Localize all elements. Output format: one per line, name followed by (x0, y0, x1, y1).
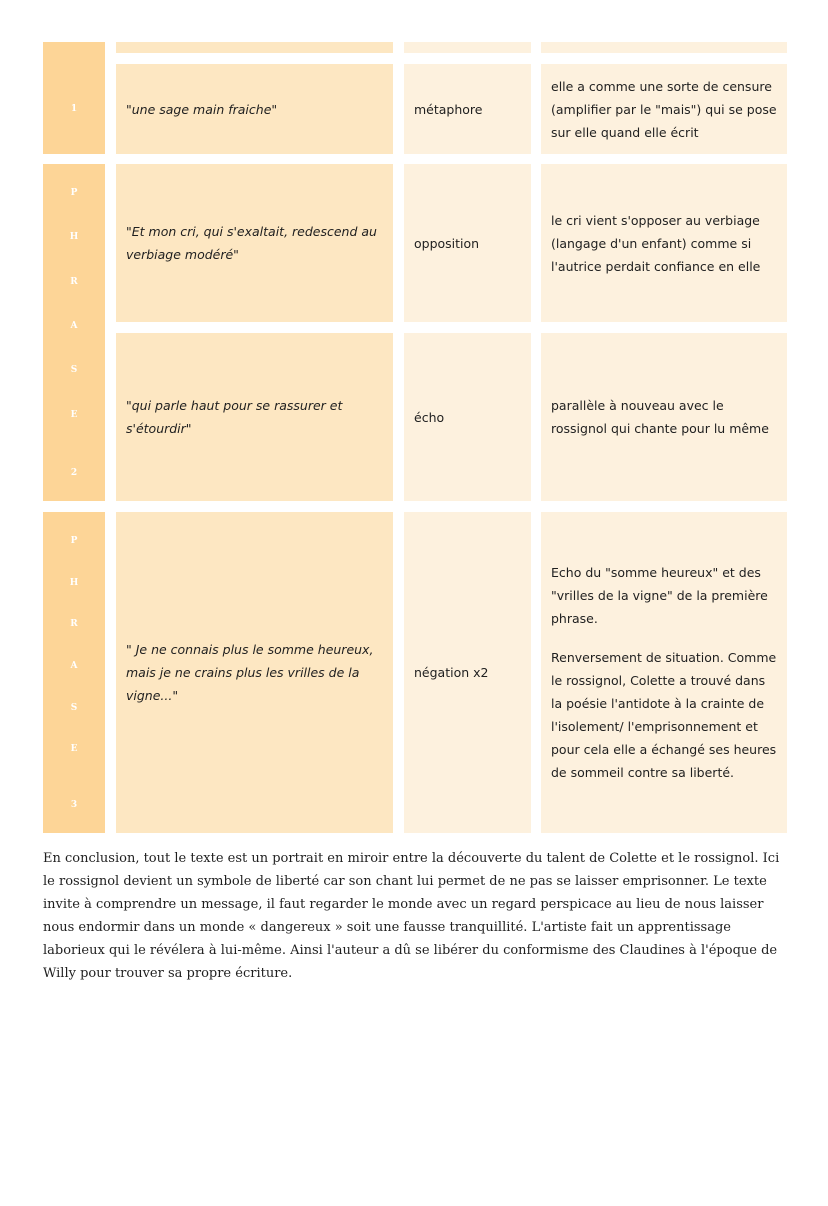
side-label-1 (43, 64, 105, 154)
figure-text: négation x2 (414, 665, 489, 680)
quote-text: "une sage main fraiche" (126, 101, 278, 117)
side-label-letter: A (70, 320, 78, 331)
figure-text: opposition (414, 235, 480, 251)
quote-text: "Et mon cri, qui s'exaltait, redescend au verbiage modéré" (126, 224, 377, 262)
side-label-phrase-3 (43, 512, 105, 833)
side-label-number: 3 (70, 799, 78, 810)
side-label-letter: R (70, 619, 78, 630)
figure-cell (404, 164, 531, 322)
quote-text: "qui parle haut pour se rassurer et s'étourdir" (126, 398, 343, 436)
quote-cell (116, 64, 393, 154)
side-label-letter: A (70, 660, 78, 671)
commentary-text: parallèle à nouveau avec le rossignol qui chante pour lu même (551, 398, 769, 436)
commentary-text: Echo du "somme heureux" et des "vrilles de la vigne" de la première phrase. (551, 565, 768, 626)
side-label-letter: S (70, 365, 78, 376)
side-label-phrase-2 (43, 164, 105, 501)
commentary-cell (541, 164, 787, 322)
side-label-number: 2 (70, 467, 78, 478)
side-label-letter: H (69, 577, 79, 588)
quote-cell (116, 333, 393, 501)
side-label-letter: P (70, 188, 78, 198)
figure-cell (404, 333, 531, 501)
quote-cell (116, 512, 393, 833)
side-label-letter: E (70, 744, 78, 755)
side-label-letter: P (70, 536, 78, 546)
side-label-letter: S (70, 702, 78, 713)
side-label-letter: R (70, 276, 78, 287)
side-label-number: 1 (70, 104, 78, 114)
quote-text: " Je ne connais plus le somme heureux, mais je ne crains plus les vrilles de la vigne..." (126, 642, 374, 703)
figure-cell (404, 512, 531, 833)
commentary-cell (541, 64, 787, 154)
commentary-cell (541, 333, 787, 501)
commentary-text: elle a comme une sorte de censure (amplifier par le "mais") qui se pose sur elle quand elle écrit (551, 78, 777, 140)
figure-cell (404, 64, 531, 154)
quote-cell (116, 164, 393, 322)
figure-text: écho (414, 409, 445, 425)
commentary-text: le cri vient s'opposer au verbiage (langage d'un enfant) comme si l'autrice perdait confiance en elle (551, 212, 761, 274)
conclusion-paragraph: En conclusion, tout le texte est un portrait en miroir entre la découverte du talent de Colette et le rossignol. Ici le rossignol devient un symbole de liberté car son chant lui permet de ne pas se laisser emprisonner. Le texte invite à comprendre un message, il faut regarder le monde avec un regard perspicace au lieu de nous laisser nous endormir dans un monde « dangereux » soit une fausse tranquillité. L'artiste fait un apprentissage laborieux qui le révélera à lui-même. Ainsi l'auteur a dû se libérer du conformisme des Claudines à l'époque de Willy pour trouver sa propre écriture. (43, 851, 780, 981)
side-label-letter: E (70, 409, 78, 420)
side-label-letter: H (69, 232, 79, 243)
commentary-text: Renversement de situation. Comme le rossignol, Colette a trouvé dans la poésie l'antidote à la crainte de l'isolement/ l'emprisonnement et pour cela elle a échangé ses heures de sommeil contre sa liberté. (551, 650, 777, 780)
commentary-cell (541, 512, 787, 833)
commentary-cell-top-partial (541, 42, 787, 53)
quote-cell-top-partial (116, 42, 393, 53)
figure-cell-top-partial (404, 42, 531, 53)
figure-text: métaphore (414, 101, 483, 117)
